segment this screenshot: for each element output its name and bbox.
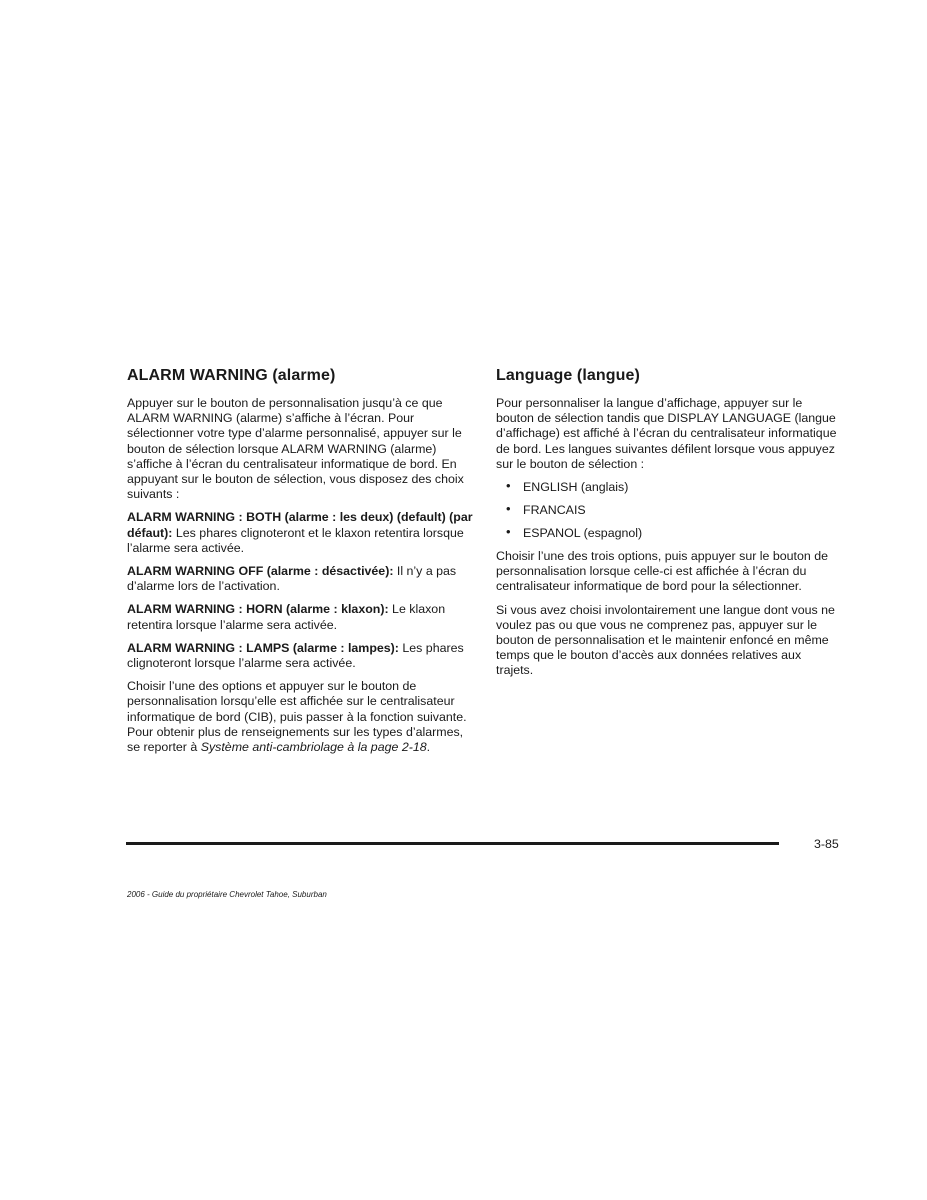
footer-rule [126,842,779,845]
language-intro: Pour personnaliser la langue d’affichage, appuyer sur le bouton de sélection tandis que DISPLAY LANGUAGE (langue d’affichage) est affiché à l’écran du centralisateur informatique de bord. Les langues suivantes défilent lorsque vous appuyez sur le bouton de sélection : [496,396,837,471]
bullet-icon: • [506,501,511,517]
option-both-term: ALARM WARNING : BOTH (alarme : les deux) (default) (par défaut): [127,510,473,540]
list-item [496,480,841,495]
language-option-french: FRANCAIS [523,503,586,518]
option-both-desc: Les phares clignoteront et le klaxon retentira lorsque l’alarme sera activée. [127,525,464,555]
list-item [496,503,841,518]
option-lamps [127,641,475,671]
language-option-spanish: ESPANOL (espagnol) [523,526,643,541]
option-off [127,564,475,594]
option-horn-desc: Le klaxon retentira lorsque l’alarme sera activée. [127,602,446,632]
language-para-reset: Si vous avez choisi involontairement une langue dont vous ne voulez pas ou que vous ne comprenez pas, appuyer sur le bouton de personnalisation et le maintenir enfoncé en même temps que le bouton d’accès aux données relatives aux trajets. [496,602,835,678]
alarm-warning-intro: Appuyer sur le bouton de personnalisation jusqu’à ce que ALARM WARNING (alarme) s’affiche à l’écran. Pour sélectionner votre type d’alarme personnalisé, appuyer sur le bouton de sélection lorsque ALARM WARNING (alarme) s’affiche à l’écran du centralisateur informatique de bord. En appuyant sur le bouton de sélection, vous disposez des choix suivants : [127,396,464,502]
bullet-icon: • [506,524,511,540]
page-number: 3-85 [814,837,839,851]
option-both [127,510,475,556]
option-lamps-term: ALARM WARNING : LAMPS (alarme : lampes): [127,640,399,655]
language-para-select: Choisir l’une des trois options, puis appuyer sur le bouton de personnalisation lorsque celle-ci est affichée à l’écran du centralisateur informatique de bord pour la sélectionner. [496,549,828,594]
alarm-warning-heading: ALARM WARNING (alarme) [127,367,336,384]
alarm-warning-closing [127,679,475,755]
option-horn-term: ALARM WARNING : HORN (alarme : klaxon): [127,602,389,617]
language-list [496,480,841,541]
language-option-english: ENGLISH (anglais) [523,480,629,495]
bullet-icon: • [506,478,511,494]
cross-reference-link[interactable]: Système anti-cambriolage à la page 2-18 [200,740,427,755]
language-heading: Language (langue) [496,367,640,384]
closing-end: . [426,740,431,755]
language-section [496,366,841,687]
alarm-warning-section [127,366,475,763]
option-horn [127,602,475,632]
option-lamps-desc: Les phares clignoteront lorsque l’alarme sera activée. [127,640,464,671]
option-off-desc: Il n’y a pas d’alarme lors de l’activation. [127,564,457,594]
closing-text: Choisir l’une des options et appuyer sur le bouton de personnalisation lorsqu’elle est affichée sur le centralisateur informatique de bord (CIB), puis passer à la fonction suivante. Pour obtenir plus de renseignements sur les types d’alarmes, se reporter à [127,679,467,755]
option-off-term: ALARM WARNING OFF (alarme : désactivée): [127,564,394,579]
footer-text: 2006 - Guide du propriétaire Chevrolet Tahoe, Suburban [127,890,327,899]
list-item [496,526,841,541]
